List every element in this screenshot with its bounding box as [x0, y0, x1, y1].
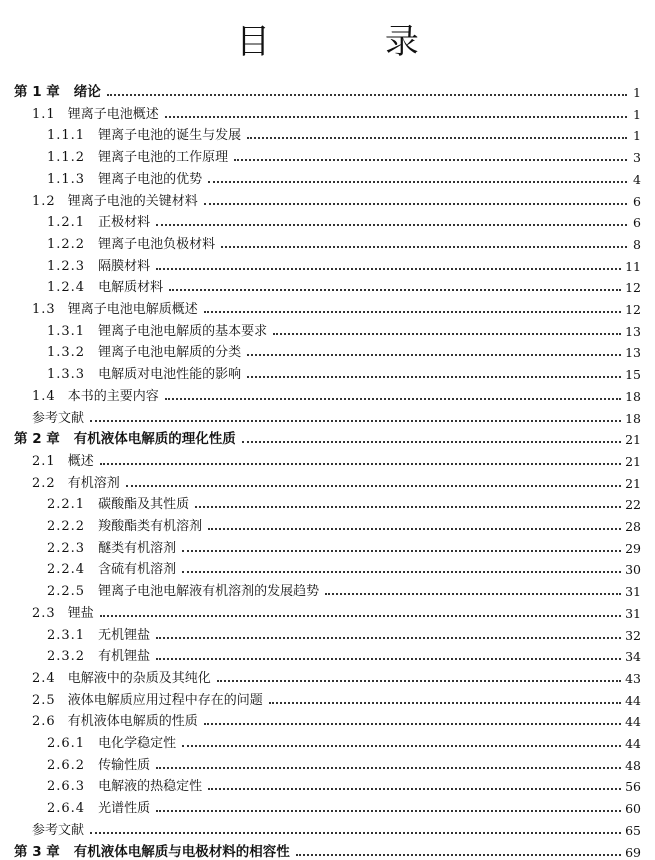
toc-page-number: 12 [625, 280, 641, 296]
toc-entry [0, 796, 655, 816]
toc-entry-title: 有机锂盐 [98, 649, 151, 665]
dot-leader [156, 224, 627, 226]
toc-page-number: 13 [625, 345, 641, 361]
toc-entry-number: 1.3.3 [47, 367, 86, 383]
toc-entry [0, 275, 655, 295]
toc-entry-title: 锂离子电池的诞生与发展 [98, 128, 242, 144]
toc-entry [0, 449, 655, 469]
dot-leader [204, 203, 627, 205]
toc-entry-title: 锂离子电池电解质的分类 [98, 345, 242, 361]
toc-entry [0, 340, 655, 360]
toc-entry-number: 2.3.1 [47, 627, 86, 643]
toc-entry-title: 隔膜材料 [98, 258, 151, 274]
toc-entry-number: 1.2.3 [47, 258, 86, 274]
toc-entry-number: 1.1.1 [47, 128, 86, 144]
toc-page-number: 43 [625, 670, 641, 686]
toc-entry-number: 1.4 [32, 388, 56, 404]
toc-entry [0, 145, 655, 165]
toc-page-number: 3 [633, 150, 641, 166]
toc-entry [0, 557, 655, 577]
toc-entry [0, 297, 655, 317]
toc-page-number: 21 [625, 475, 641, 491]
toc-entry-number: 第 2 章 [14, 431, 60, 448]
toc-page-number: 60 [625, 801, 641, 817]
toc-page-number: 22 [625, 497, 641, 513]
toc-entry-title: 锂离子电池电解液有机溶剂的发展趋势 [98, 584, 320, 600]
toc-entry [0, 319, 655, 339]
toc-references-entry [0, 406, 655, 426]
toc-entry [0, 753, 655, 773]
dot-leader [273, 333, 621, 335]
toc-page-number: 1 [633, 128, 641, 144]
toc-entry [0, 232, 655, 252]
toc-page-number: 1 [633, 106, 641, 122]
toc-page-number: 15 [625, 367, 641, 383]
toc-entry [0, 189, 655, 209]
dot-leader [182, 745, 621, 747]
toc-entry-title: 无机锂盐 [98, 627, 151, 643]
toc-entry-title: 绪论 [73, 84, 101, 100]
toc-entry [0, 688, 655, 708]
dot-leader [156, 810, 621, 812]
toc-entry [0, 167, 655, 187]
toc-entry-number: 2.6.1 [47, 736, 86, 751]
toc-page-number: 11 [625, 258, 641, 274]
dot-leader [221, 246, 627, 248]
dot-leader [182, 550, 621, 552]
toc-entry [0, 623, 655, 643]
toc-entry-number: 1.2.1 [47, 215, 86, 231]
page-title: 目 录 [236, 22, 471, 62]
dot-leader [107, 94, 627, 96]
dot-leader [204, 723, 621, 725]
dot-leader [156, 658, 621, 660]
toc-entry [0, 514, 655, 534]
toc-entry [0, 601, 655, 621]
dot-leader [90, 420, 621, 422]
dot-leader [208, 788, 621, 790]
dot-leader [156, 637, 621, 639]
dot-leader [204, 311, 621, 313]
dot-leader [195, 506, 621, 508]
toc-entry-number: 2.6.2 [47, 757, 86, 773]
toc-entry-title: 正极材料 [98, 215, 151, 231]
dot-leader [242, 441, 621, 443]
toc-page-number: 69 [625, 844, 641, 860]
toc-entry-title: 醚类有机溶剂 [98, 540, 177, 556]
toc-entry-title: 有机液体电解质与电极材料的相容性 [73, 843, 290, 860]
toc-page-number: 12 [625, 302, 641, 317]
dot-leader [325, 593, 621, 595]
toc-page-number: 56 [625, 779, 641, 795]
toc-entry [0, 102, 655, 122]
toc-page-number: 32 [625, 627, 641, 643]
toc-entry-title: 有机溶剂 [67, 475, 120, 491]
dot-leader [217, 680, 621, 682]
toc-page-number: 29 [625, 540, 641, 556]
toc-entry [0, 774, 655, 794]
toc-entry-title: 碳酸酯及其性质 [98, 497, 190, 513]
toc-entry-title: 电解液的热稳定性 [98, 779, 203, 795]
toc-entry-number: 第 3 章 [14, 843, 60, 860]
toc-page-number: 44 [625, 692, 641, 708]
toc-entry-title: 锂盐 [67, 605, 94, 621]
toc-entry-title: 液体电解质应用过程中存在的问题 [67, 692, 263, 708]
dot-leader [208, 528, 621, 530]
toc-entry-title: 参考文献 [32, 410, 85, 426]
toc-entry-number: 1.2 [32, 193, 56, 209]
toc-entry-title: 概述 [67, 453, 94, 469]
toc-entry-number: 2.3.2 [47, 649, 86, 665]
toc-entry-title: 锂离子电池概述 [67, 106, 159, 122]
toc-entry [0, 579, 655, 599]
toc-entry-title: 参考文献 [32, 822, 85, 838]
toc-page-number: 21 [625, 453, 641, 469]
toc-entry [0, 254, 655, 274]
dot-leader [100, 615, 621, 617]
toc-entry-number: 1.2.2 [47, 236, 86, 252]
toc-entry [0, 644, 655, 664]
toc-page-number: 4 [633, 171, 641, 187]
toc-entry-number: 2.3 [32, 605, 56, 621]
toc-page-number: 34 [625, 649, 641, 665]
toc-entry-title: 光谱性质 [98, 801, 151, 817]
toc-entry-title: 含硫有机溶剂 [98, 562, 177, 578]
toc-entry-title: 有机液体电解质的理化性质 [73, 431, 236, 448]
dot-leader [165, 398, 621, 400]
toc-entry-title: 电解质对电池性能的影响 [98, 367, 242, 383]
toc-page-number: 30 [625, 562, 641, 578]
toc-page-number: 44 [625, 714, 641, 730]
toc-entry-title: 锂离子电池电解质的基本要求 [98, 323, 268, 339]
toc-entry [0, 362, 655, 382]
toc-entry-title: 锂离子电池的工作原理 [98, 150, 229, 166]
toc-entry-title: 传输性质 [98, 757, 151, 773]
toc-entry-number: 2.2.5 [47, 584, 86, 600]
dot-leader [234, 159, 627, 161]
toc-entry [0, 536, 655, 556]
dot-leader [100, 463, 621, 465]
toc-page-number: 31 [625, 584, 641, 600]
toc-entry-number: 2.5 [32, 692, 56, 708]
toc-entry-title: 有机液体电解质的性质 [67, 714, 198, 730]
toc-entry [0, 666, 655, 686]
dot-leader [156, 767, 621, 769]
toc-entry [0, 471, 655, 491]
toc-entry [0, 731, 655, 751]
dot-leader [247, 354, 621, 356]
toc-entry-number: 2.2.4 [47, 562, 86, 578]
toc-entry-number: 1.2.4 [47, 280, 86, 296]
toc-entry-number: 2.4 [32, 670, 56, 686]
toc-references-entry [0, 818, 655, 838]
toc-entry-number: 2.2 [32, 475, 56, 491]
toc-entry-number: 2.6.4 [47, 801, 86, 817]
dot-leader [247, 376, 621, 378]
dot-leader [269, 702, 621, 704]
toc-entry [0, 210, 655, 230]
toc-entry-number: 2.2.3 [47, 540, 86, 556]
dot-leader [296, 854, 621, 856]
toc-page-number: 8 [633, 236, 641, 252]
dot-leader [247, 137, 627, 139]
toc-page-number: 18 [625, 410, 641, 426]
toc-entry [0, 123, 655, 143]
toc-entry-number: 2.2.1 [47, 497, 86, 513]
toc-chapter-entry [0, 427, 655, 447]
toc-entry-title: 电解质材料 [98, 280, 164, 296]
toc-page-number: 13 [625, 323, 641, 339]
dot-leader [208, 181, 627, 183]
dot-leader [156, 268, 621, 270]
toc-page-number: 18 [625, 388, 641, 404]
toc-chapter-entry [0, 840, 655, 860]
dot-leader [126, 485, 621, 487]
toc-entry [0, 709, 655, 729]
toc-entry-title: 羧酸酯类有机溶剂 [98, 519, 203, 534]
toc-entry-number: 2.6.3 [47, 779, 86, 795]
toc-entry-number: 2.6 [32, 714, 56, 730]
toc-entry-title: 锂离子电池负极材料 [98, 236, 216, 252]
toc-entry-number: 1.3.2 [47, 345, 86, 361]
dot-leader [90, 832, 621, 834]
toc-entry-number: 1.1.2 [47, 150, 86, 166]
dot-leader [169, 289, 621, 291]
toc-entry [0, 384, 655, 404]
toc-entry-title: 本书的主要内容 [67, 388, 159, 404]
toc-entry-number: 2.1 [32, 453, 56, 469]
toc-entry-title: 电解液中的杂质及其纯化 [67, 670, 211, 686]
toc-entry-number: 2.2.2 [47, 519, 86, 534]
toc-entry-title: 锂离子电池的关键材料 [67, 193, 198, 209]
toc-entry-title: 锂离子电池电解质概述 [67, 302, 198, 317]
dot-leader [165, 116, 627, 118]
toc-chapter-entry [0, 80, 655, 100]
toc-page-number: 6 [633, 193, 641, 209]
toc-page-number: 31 [625, 605, 641, 621]
toc-entry-number: 第 1 章 [14, 84, 60, 100]
toc-page-number: 21 [625, 432, 641, 448]
toc-entry-number: 1.1.3 [47, 171, 86, 187]
toc-page-number: 44 [625, 736, 641, 751]
toc-entry-number: 1.3.1 [47, 323, 86, 339]
toc-page-number: 1 [633, 85, 641, 100]
toc-entry-number: 1.3 [32, 302, 56, 317]
toc-page-number: 28 [625, 519, 641, 534]
toc-page-number: 6 [633, 215, 641, 231]
toc-page-number: 48 [625, 757, 641, 773]
toc-entry-title: 电化学稳定性 [98, 736, 177, 751]
toc-entry-title: 锂离子电池的优势 [98, 171, 203, 187]
dot-leader [182, 571, 621, 573]
toc-entry-number: 1.1 [32, 106, 56, 122]
toc-page-number: 65 [625, 822, 641, 838]
toc-entry [0, 492, 655, 512]
